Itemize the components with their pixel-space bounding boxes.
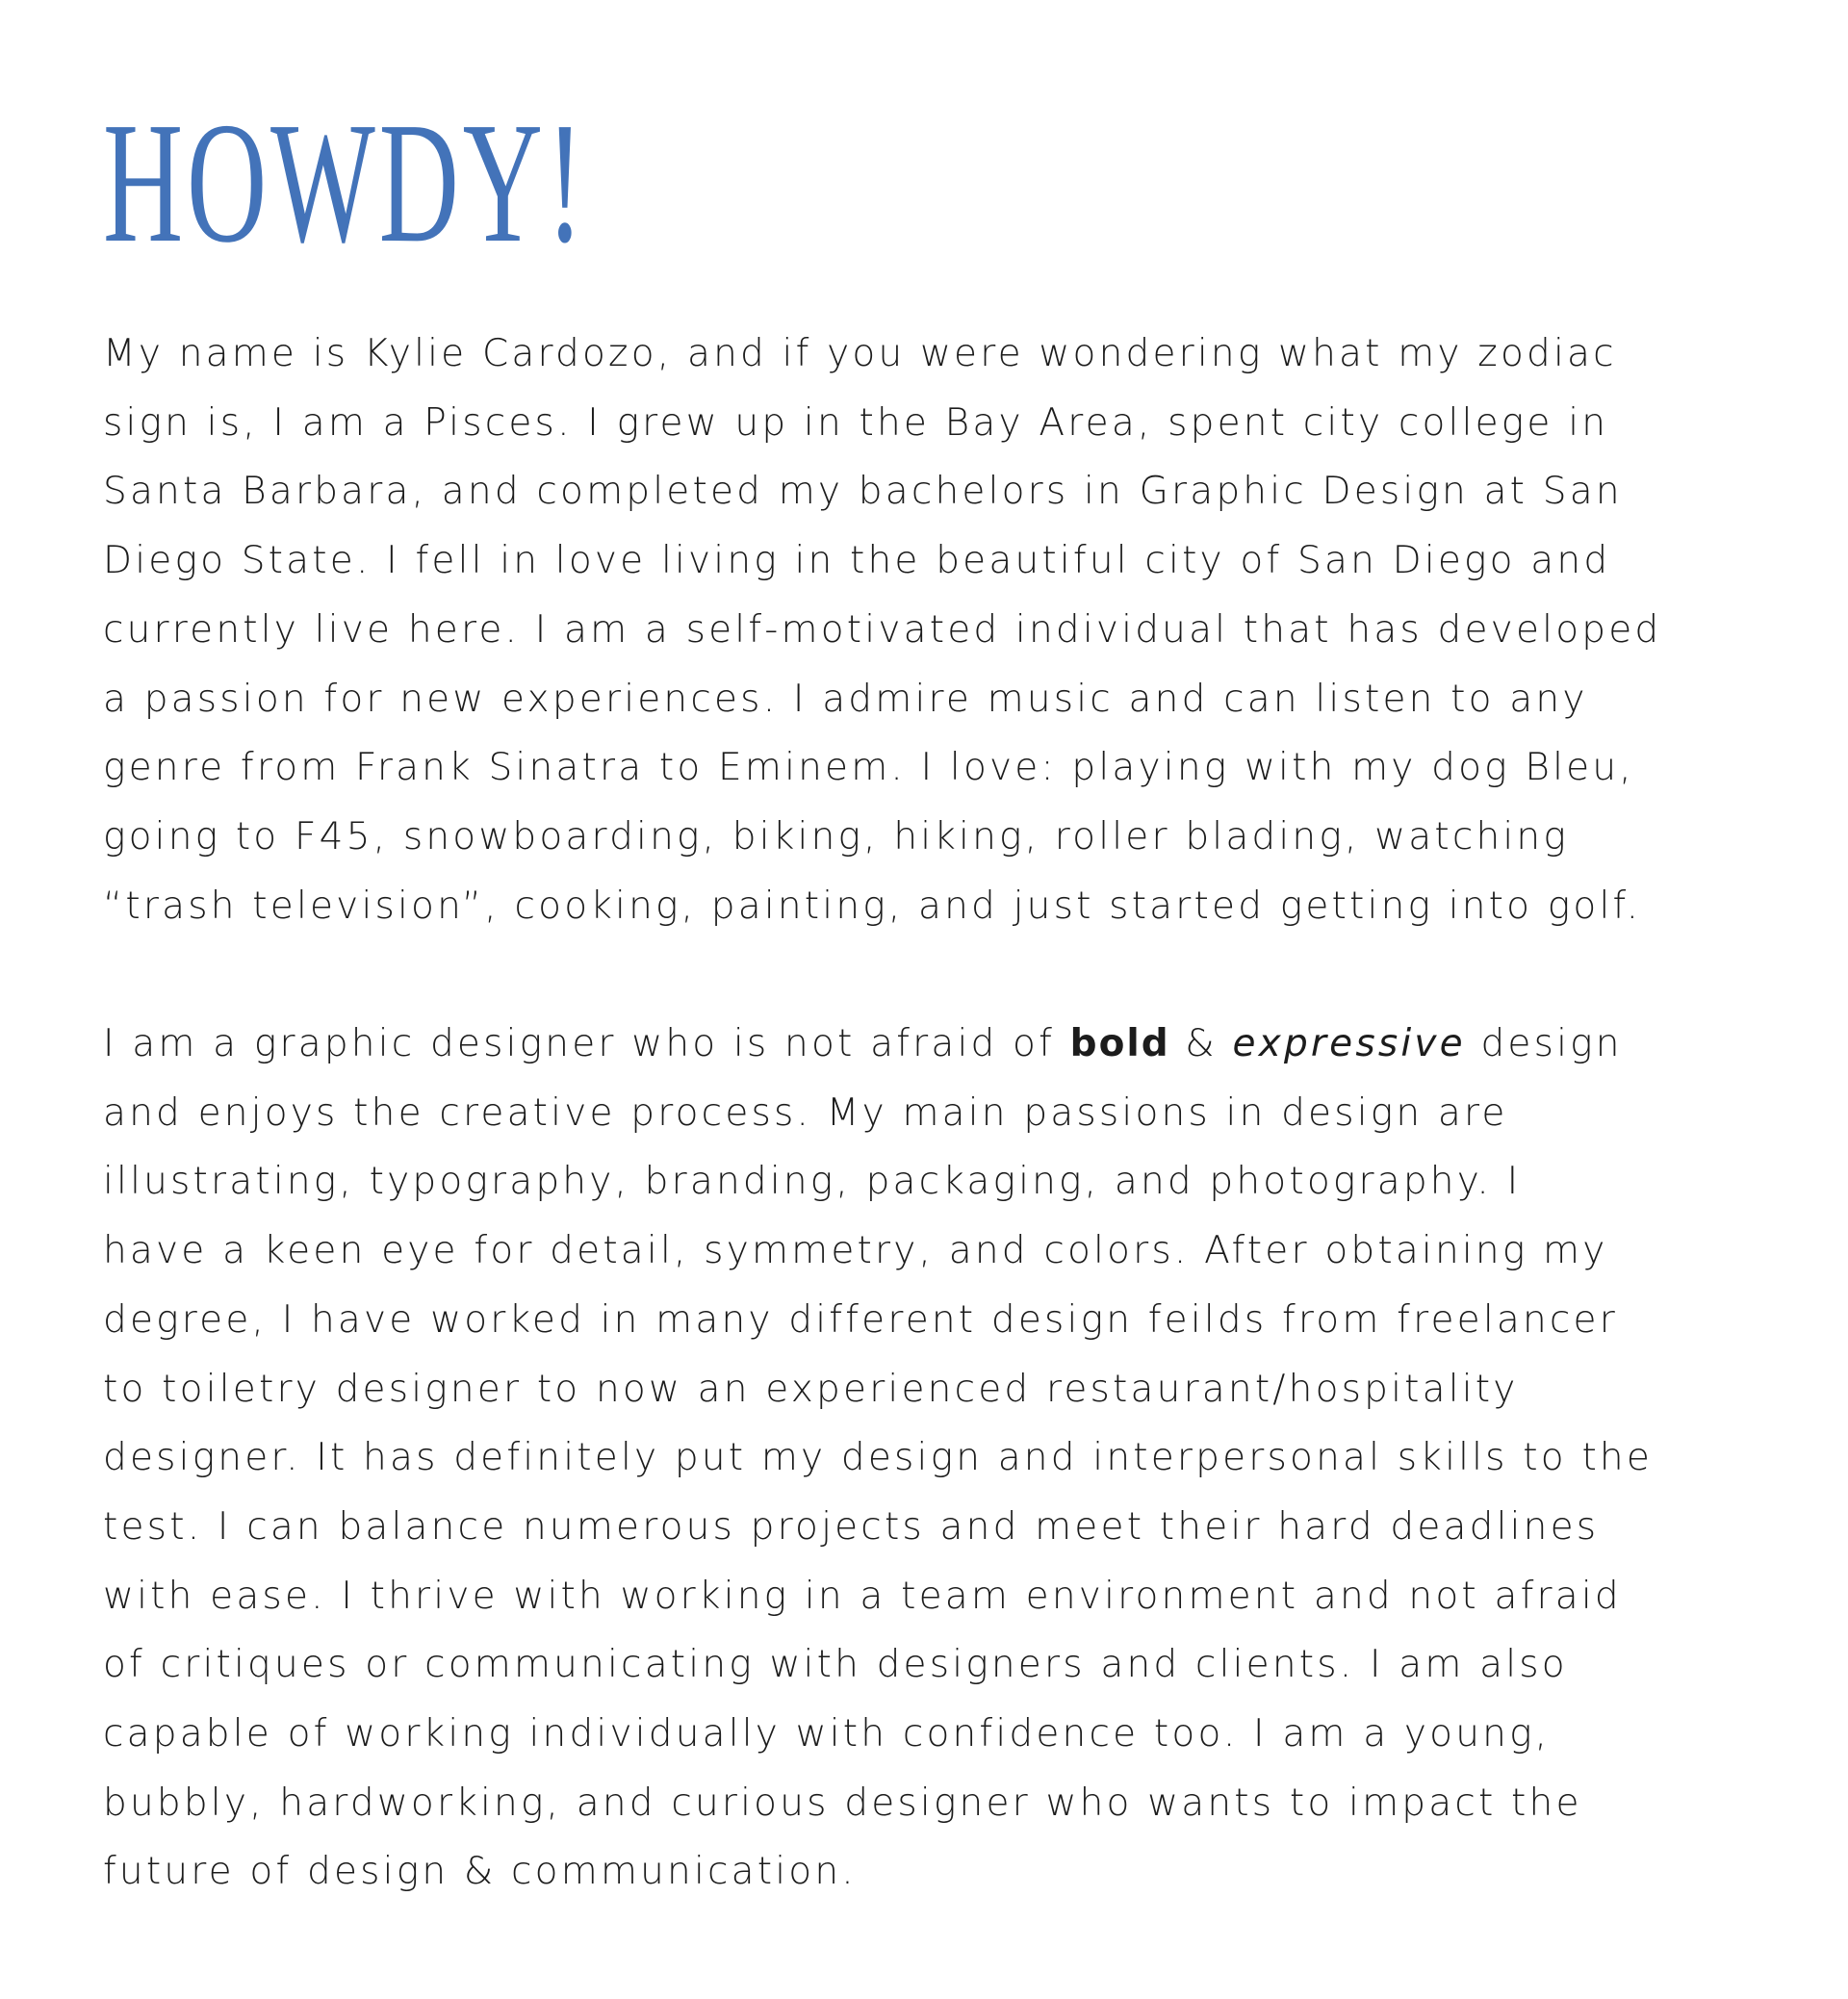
text-line: of critiques or communicating with designers and clients. I am also xyxy=(103,1643,1568,1687)
bio-paragraph-1 xyxy=(103,320,1778,940)
text-line: “trash television”, cooking, painting, and just started getting into golf. xyxy=(103,884,1642,928)
text-line: illustrating, typography, branding, packaging, and photography. I xyxy=(103,1160,1522,1204)
page-title: HOWDY! xyxy=(103,87,587,278)
text-line: Diego State. I fell in love living in the beautiful city of San Diego and xyxy=(103,539,1611,583)
text-line: test. I can balance numerous projects and meet their hard deadlines xyxy=(103,1504,1600,1549)
text-line: future of design & communication. xyxy=(103,1850,857,1894)
paragraph-spacer xyxy=(103,940,1778,1010)
text-line: currently live here. I am a self-motivated individual that has developed xyxy=(103,607,1662,652)
text-line: genre from Frank Sinatra to Eminem. I love: playing with my dog Bleu, xyxy=(103,746,1634,790)
text-segment: design xyxy=(1465,1022,1623,1066)
text-line: degree, I have worked in many different design feilds from freelancer xyxy=(103,1297,1618,1342)
text-line: with ease. I thrive with working in a team environment and not afraid xyxy=(103,1574,1622,1618)
text-line: and enjoys the creative process. My main passions in design are xyxy=(103,1090,1508,1135)
text-line: going to F45, snowboarding, biking, hiking, roller blading, watching xyxy=(103,814,1569,859)
text-segment: & xyxy=(1169,1022,1233,1066)
text-line-emphasis xyxy=(103,1010,1778,1079)
text-line: My name is Kylie Cardozo, and if you were wondering what my zodiac xyxy=(103,332,1617,375)
text-line: capable of working individually with confidence too. I am a young, xyxy=(103,1712,1551,1756)
text-line: Santa Barbara, and completed my bachelors in Graphic Design at San xyxy=(103,470,1623,514)
text-segment: I am a graphic designer who is not afraid of xyxy=(103,1022,1070,1066)
text-line: bubbly, hardworking, and curious designer who wants to impact the xyxy=(103,1781,1582,1825)
text-line: a passion for new experiences. I admire music and can listen to any xyxy=(103,677,1588,721)
text-line: designer. It has definitely put my design and interpersonal skills to the xyxy=(103,1436,1654,1480)
bio-text xyxy=(103,320,1778,1907)
text-line: have a keen eye for detail, symmetry, and colors. After obtaining my xyxy=(103,1229,1608,1273)
italic-word: expressive xyxy=(1232,1022,1466,1066)
bold-word: bold xyxy=(1069,1022,1170,1066)
text-line: to toiletry designer to now an experienced restaurant/hospitality xyxy=(103,1367,1519,1411)
bio-paragraph-2 xyxy=(103,1010,1778,1907)
text-line: sign is, I am a Pisces. I grew up in the Bay Area, spent city college in xyxy=(103,400,1609,445)
